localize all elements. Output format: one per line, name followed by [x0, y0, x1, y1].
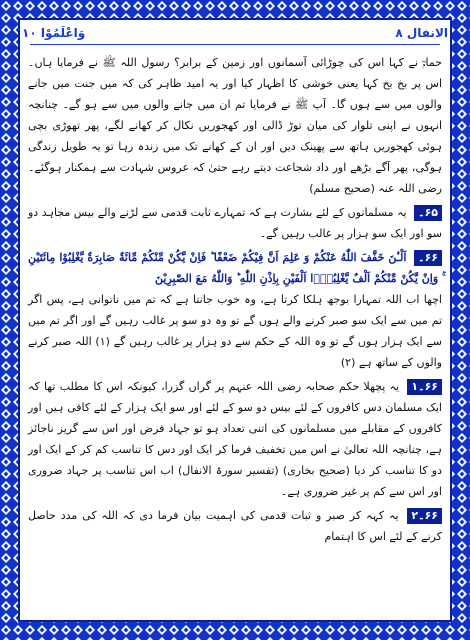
arabic-verse: اَلْـٰٔنَ خَفَّفَ اللّٰهُ عَنْكُمْ وَ عَلِمَ اَنَّ فِيْكُمْ ضَعْفًا ؕ فَاِنْ يَّكُنْ مِّنْكُمْ مِّائَةٌ صَابِرَةٌ يَّغْلِبُوْا مِائَتَيْنِ ۚ وَاِنْ يَّكُنْ مِّنْكُمْ اَلْفٌ يَّغْلِبُوْۤا اَلْفَيْنِ بِاِذْنِ اللّٰهِ ؕ وَاللّٰهُ مَعَ الصّٰبِرِيْنَ	[28, 251, 442, 285]
paragraph-text: حمامؓ نے کہا اس کی چوڑائی آسمانوں اور زمین کے برابر؟ رسول اللہ ﷺ نے فرمایا ہاں۔ اس پر بخ بخ کہا یعنی خوشی کا اظہار کیا اور یہ امید ظاہر کی کہ میں جنت میں جانے والوں میں سے ہوں گا۔ آپ ﷺ نے فرمایا تم ان میں جانے والوں میں سے ہو گے۔ چنانچہ انہوں نے اپنی تلوار کی میان توڑ ڈالی اور کھجوریں نکال کر کھانے لگے، پھر تھوڑی بچی ہوئی کھجوریں ہاتھ سے پھینک دیں اور ان کے کھانے تک میں زندہ رہا تو یہ طویل زندگی ہوگی، پھر آگے بڑھے اور داد شجاعت دیتے رہے حتیٰ کہ عروس شہادت سے ہمکنار ہوگئے۔ رضی اللہ عنہ (صحیح مسلم)	[28, 56, 442, 195]
header-surah: الانفال ٨	[395, 26, 448, 40]
header-divider	[30, 44, 440, 45]
note-marker: ۶۶۔۱	[407, 379, 442, 395]
note-marker: ۶۵۔	[414, 205, 442, 221]
paragraph-verse-66	[28, 247, 442, 373]
paragraph-text: یہ پچھلا حکم صحابہ رضی اللہ عنہم پر گراں گزرا، کیونکہ اس کا مطلب تھا کہ ایک مسلمان دس کافروں کے لئے بیس دو سو کے لئے اور سو ایک ہزار کے لئے کافی ہیں اور کافروں کے مقابلے میں مسلمانوں کی اتنی تعداد ہو تو جہاد فرض اور اس سے گریز ناجائز ہے، چنانچہ اللہ تعالیٰ نے اس میں تخفیف فرما کر ایک اور دس کا تناسب کم کر کے ایک اور دو کا تناسب کر دیا (صحیح بخاری) (تفسیر سورۃ الانفال) اب اس تناسب پر جہاد ضروری اور اس سے کم پر غیر ضروری ہے۔	[28, 380, 442, 498]
page-header	[22, 22, 448, 44]
paragraph-note-66-1	[28, 376, 442, 502]
paragraph-text: یہ کہہ کر صبر و ثبات قدمی کی اہمیت بیان فرما دی کہ اللہ کی مدد حاصل کرنے کے لئے اس کا اہتمام	[28, 509, 442, 543]
paragraph-note-65	[28, 202, 442, 244]
paragraph-text: یہ مسلمانوں کے لئے بشارت ہے کہ تمہارے ثابت قدمی سے لڑنے والے بیس مجاہد دو سو اور ایک سو ہزار پر غالب رہیں گے۔	[28, 206, 442, 240]
paragraph-continuation	[28, 52, 442, 199]
header-juz: وَاعْلَمُوْا ١٠	[22, 26, 86, 40]
translation-text: اچھا اب اللہ تمہارا بوجھ ہلکا کرتا ہے، وہ خوب جانتا ہے کہ تم میں ناتوانی ہے، پس اگر تم میں سے ایک سو صبر کرنے والے ہوں گے تو وہ دو سو پر غالب رہیں گے اور اگر تم میں سے ایک ہزار ہوں گے تو وہ اللہ کے حکم سے دو ہزار پر غالب رہیں گے (۱) اللہ صبر کرنے والوں کے ساتھ ہے (۲)	[28, 293, 442, 369]
note-marker: ۶۶۔۲	[407, 508, 442, 524]
page-content	[28, 52, 442, 614]
paragraph-note-66-2	[28, 505, 442, 547]
verse-marker: ۶۶۔	[414, 250, 442, 266]
